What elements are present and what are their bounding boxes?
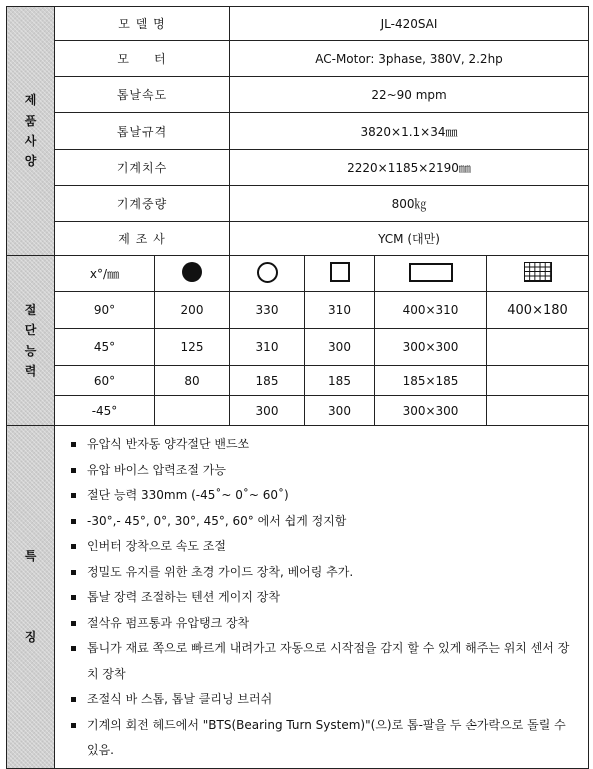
hollow-circle-cell	[230, 256, 305, 292]
features-row	[7, 426, 589, 769]
square-cell	[305, 256, 375, 292]
feature-item: 기계의 회전 헤드에서 "BTS(Bearing Turn System)"(으)로 톱-팔을 두 손가락으로 돌릴 수 있음.	[71, 713, 580, 764]
feature-item: 절단 능력 330mm (-45˚~ 0˚~ 60˚)	[71, 483, 580, 509]
spec-row	[7, 113, 589, 150]
cutting-bundle: 400×180	[487, 292, 589, 329]
spec-row	[7, 150, 589, 186]
cutting-angle: 90°	[55, 292, 155, 329]
spec-value: YCM (대만)	[230, 222, 589, 256]
features-list	[55, 426, 588, 768]
spec-label: 톱날규격	[55, 113, 230, 150]
spec-label: 제 조 사	[55, 222, 230, 256]
bundle-grid-cell	[487, 256, 589, 292]
solid-circle-icon	[182, 262, 202, 282]
cutting-angle: -45°	[55, 396, 155, 426]
cutting-row	[7, 366, 589, 396]
cutting-square: 310	[305, 292, 375, 329]
spec-value: 3820×1.1×34㎜	[230, 113, 589, 150]
spec-value: 800㎏	[230, 186, 589, 222]
square-icon	[330, 262, 350, 282]
spec-row	[7, 186, 589, 222]
spec-table	[6, 6, 589, 769]
cutting-header-row	[7, 256, 589, 292]
cutting-square: 185	[305, 366, 375, 396]
cutting-rect: 300×300	[375, 396, 487, 426]
spec-value: JL-420SAI	[230, 7, 589, 41]
feature-item: 정밀도 유지를 위한 초경 가이드 장착, 베어링 추가.	[71, 560, 580, 586]
rectangle-icon	[409, 263, 453, 282]
cutting-round: 330	[230, 292, 305, 329]
solid-circle-cell	[155, 256, 230, 292]
spec-row	[7, 77, 589, 113]
cutting-rect: 185×185	[375, 366, 487, 396]
cutting-row	[7, 329, 589, 366]
feature-item: 인버터 장착으로 속도 조절	[71, 534, 580, 560]
spec-row	[7, 41, 589, 77]
cutting-round: 185	[230, 366, 305, 396]
feature-item: 유압식 반자동 양각절단 밴드쏘	[71, 432, 580, 458]
spec-side-label: 제 품 사 양	[7, 7, 55, 256]
spec-label: 모 델 명	[55, 7, 230, 41]
cutting-angle: 60°	[55, 366, 155, 396]
cutting-side-label: 절 단 능 력	[7, 256, 55, 426]
cutting-angle: 45°	[55, 329, 155, 366]
cutting-solid: 80	[155, 366, 230, 396]
feature-item: -30°,- 45°, 0°, 30°, 45°, 60° 에서 쉽게 정지함	[71, 509, 580, 535]
cutting-solid: 125	[155, 329, 230, 366]
cutting-bundle	[487, 366, 589, 396]
spec-label: 기계치수	[55, 150, 230, 186]
feature-item: 절삭유 펌프통과 유압탱크 장착	[71, 611, 580, 637]
feature-item: 톱날 장력 조절하는 텐션 게이지 장착	[71, 585, 580, 611]
cutting-square: 300	[305, 329, 375, 366]
rectangle-cell	[375, 256, 487, 292]
cutting-square: 300	[305, 396, 375, 426]
spec-label: 기계중량	[55, 186, 230, 222]
cutting-rect: 300×300	[375, 329, 487, 366]
feature-item: 유압 바이스 압력조절 가능	[71, 458, 580, 484]
cutting-solid: 200	[155, 292, 230, 329]
spec-label: 톱날속도	[55, 77, 230, 113]
hollow-circle-icon	[257, 262, 278, 283]
spec-row	[7, 7, 589, 41]
spec-row	[7, 222, 589, 256]
feature-item: 톱니가 재료 쪽으로 빠르게 내려가고 자동으로 시작점을 감지 할 수 있게 해주는 위치 센서 장치 장착	[71, 636, 580, 687]
cutting-bundle	[487, 396, 589, 426]
feature-item: 조절식 바 스톱, 톱날 클리닝 브러쉬	[71, 687, 580, 713]
cutting-row	[7, 292, 589, 329]
cutting-row	[7, 396, 589, 426]
features-cell	[55, 426, 589, 769]
spec-value: 2220×1185×2190㎜	[230, 150, 589, 186]
cutting-round: 310	[230, 329, 305, 366]
spec-label: 모 터	[55, 41, 230, 77]
cutting-solid	[155, 396, 230, 426]
features-side-label: 특 징	[7, 426, 55, 769]
spec-value: 22~90 mpm	[230, 77, 589, 113]
bundle-grid-icon	[524, 262, 552, 282]
cutting-header-label: x°/㎜	[55, 256, 155, 292]
spec-value: AC-Motor: 3phase, 380V, 2.2hp	[230, 41, 589, 77]
cutting-rect: 400×310	[375, 292, 487, 329]
cutting-bundle	[487, 329, 589, 366]
cutting-round: 300	[230, 396, 305, 426]
